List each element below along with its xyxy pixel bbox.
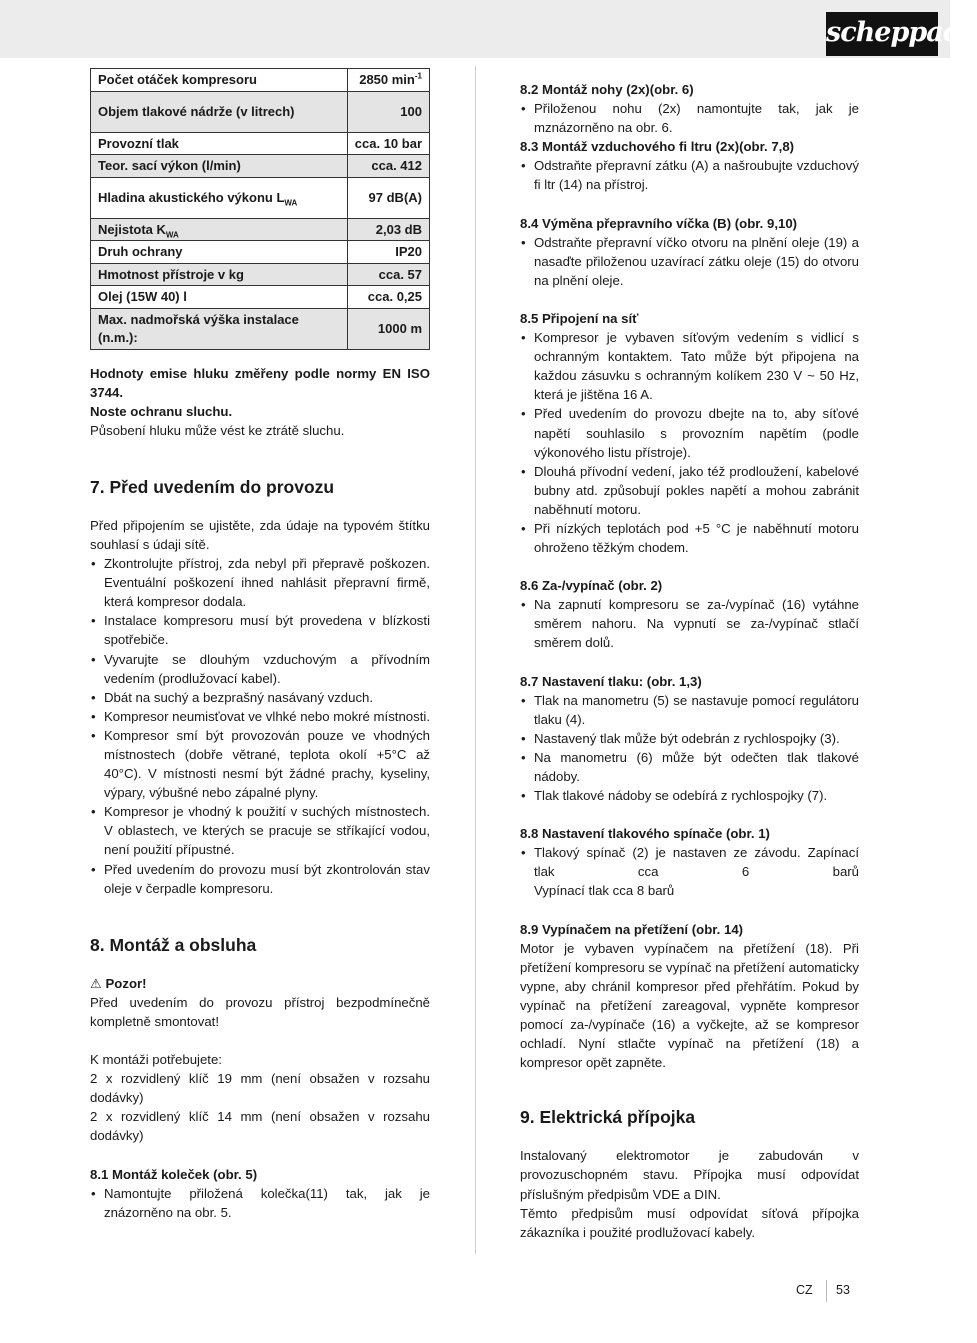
section-7-intro: Před připojením se ujistěte, zda údaje na typovém štítku souhlasí s údaji sítě. [90,517,430,552]
spec-value: IP20 [347,241,429,264]
table-row [91,91,430,132]
section-8-title: 8. Montáž a obsluha [90,934,257,955]
list-item: • Na manometru (6) může být odečten tlak tlakové nádoby. [520,748,859,786]
spec-value: 1000 m [347,308,429,349]
column-divider [475,66,476,1254]
page-number: 53 [836,1283,850,1297]
tool-item: 2 x rozvidlený klíč 19 mm (není obsažen v rozsahu dodávky) [90,1071,430,1106]
spec-value: cca. 57 [347,263,429,286]
section-7-title: 7. Před uvedením do provozu [90,476,335,497]
spec-label: Druh ochrany [91,241,348,264]
list-item: • Odstraňte přepravní zátku (A) a našroubujte vzduchový fi ltr (14) na přístroj. [520,156,859,194]
tool-item: 2 x rozvidlený klíč 14 mm (není obsažen v rozsahu dodávky) [90,1109,430,1144]
list-item: • Nastavený tlak může být odebrán z rychlospojky (3). [520,729,859,748]
table-row [91,263,430,286]
list-item: • Zkontrolujte přístroj, zda nebyl při přepravě poškozen. Eventuální poškození ihned nahlásit přepravní firmě, která kompresor dodala. [90,554,430,611]
section-8-1-title: 8.1 Montáž koleček (obr. 5) [90,1166,258,1182]
footer-language: CZ [796,1283,813,1297]
list-item: • Při nízkých teplotách pod +5 °C je naběhnutí motoru ohroženo těžkým chodem. [520,519,859,557]
spec-label: Počet otáček kompresoru [91,69,348,92]
table-row [91,132,430,155]
section-8-6-title: 8.6 Za-/vypínač (obr. 2) [520,578,663,594]
list-item: • Před uvedením do provozu musí být zkontrolován stav oleje v čerpadle kompresoru. [90,860,430,898]
tools-intro: K montáži potřebujete: [90,1052,222,1068]
cutoff-pressure: Vypínací tlak cca 8 barů [534,883,675,899]
section-9-title: 9. Elektrická přípojka [520,1107,696,1128]
section-8-9-text: Motor je vybaven vypínačem na přetížení (18). Při přetížení kompresoru se vypínač na přetížení automaticky vypne, aby chránil kompresor před přehřátím. Pokud by vypínač na přetížení zareagoval, vypněte kompresor pomocí za-/vypínače (16) a vyčkejte, až se kompresor ochladí. Nyní stlačte vypínač na přetížení (18) a kompresor opět zapněte. [520,940,859,1071]
section-8-5-title: 8.5 Připojení na síť [520,310,639,326]
list-item: • Kompresor smí být provozován pouze ve vhodných místnostech (dobře větrané, teplota okolí +5°C až 40°C). V místnosti nesmí být žádné prachy, kyseliny, výpary, výbušné nebo zápalné plyny. [90,726,430,802]
spec-value: cca. 0,25 [347,286,429,309]
list-item: • Kompresor je vhodný k použití v suchých místnostech. V oblastech, ve kterých se pracuje se stříkající vodou, není použití přípustné. [90,802,430,859]
warning-icon: ⚠ [90,975,102,991]
spec-label: Teor. sací výkon (l/min) [91,155,348,178]
section-8-2-title: 8.2 Montáž nohy (2x)(obr. 6) [520,82,694,97]
list-item: • Přiloženou nohu (2x) namontujte tak, jak je mznázorněno na obr. 6. [520,99,859,137]
section-9-text: Instalovaný elektromotor je zabudován v provozuschopném stavu. Přípojka musí odpovídat příslušným předpisům VDE a DIN. [520,1148,859,1202]
section-8-3-title: 8.3 Montáž vzduchového fi ltru (2x)(obr. 7,8) [520,139,795,155]
spec-label: Hmotnost přístroje v kg [91,263,348,286]
table-row [91,241,430,264]
spec-value: 2850 $\min^{-1}$ [347,69,429,92]
spec-label: Hladina akustického výkonu $L_{WA}$ [91,177,348,218]
section-8-4-title: 8.4 Výměna přepravního víčka (B) (obr. 9,10) [520,215,798,231]
list-item: • Kompresor neumisťovat ve vlhké nebo mokré místnosti. [90,707,430,726]
spec-label: Objem tlakové nádrže (v litrech) [91,91,348,132]
list-item: • Instalace kompresoru musí být provedena v blízkosti spotřebiče. [90,611,430,649]
table-row [91,308,430,349]
spec-table [90,68,430,350]
spec-label: Nejistota $K_{WA}$ [91,218,348,241]
right-column [520,80,859,1242]
scheppach-logo: scheppach [826,12,938,56]
section-8-9-title: 8.9 Vypínačem na přetížení (obr. 14) [520,921,744,937]
spec-value: cca. 10 bar [347,132,429,155]
left-column [90,68,430,1222]
list-item: • Na zapnutí kompresoru se za-/vypínač (16) vytáhne směrem nahoru. Na vypnutí se za-/vypínač stlačí směrem dolů. [520,595,859,652]
header-bar [0,0,977,58]
list-item: • Tlak na manometru (5) se nastavuje pomocí regulátoru tlaku (4). [520,691,859,729]
warning-text: Před uvedením do provozu přístroj bezpodmínečně kompletně smontovat! [90,994,430,1029]
list-item: • Tlak tlakové nádoby se odebírá z rychlospojky (7). [520,786,859,805]
list-item: • Před uvedením do provozu dbejte na to, aby síťové napětí souhlasilo s provozním napětím (podle výkonového listu přístroje). [520,404,859,461]
spec-label: Max. nadmořská výška instalace (n.m.): [91,308,348,349]
spec-value: cca. 412 [347,155,429,178]
list-item: • Dlouhá přívodní vedení, jako též prodloužení, kabelové bubny atd. způsobují pokles napětí a mohou zabránit naběhnutí motoru. [520,462,859,519]
list-item: • Dbát na suchý a bezprašný nasávaný vzduch. [90,688,430,707]
section-7-list [90,554,430,898]
warning-heading: ⚠ Pozor! [90,975,147,991]
table-row [91,155,430,178]
spec-label: Provozní tlak [91,132,348,155]
list-item: • Odstraňte přepravní víčko otvoru na plnění oleje (19) a nasaďte přiloženou uzavírací zátku oleje (15) do otvoru na plnění oleje. [520,233,859,290]
list-item: • Vyvarujte se dlouhým vzduchovým a přívodním vedením (prodlužovací kabel). [90,650,430,688]
section-8-8-title: 8.8 Nastavení tlakového spínače (obr. 1) [520,826,770,842]
spec-value: 100 [347,91,429,132]
list-item: • Tlakový spínač (2) je nastaven ze závodu. Zapínací tlak cca 6 barů [520,843,859,881]
noise-warning-text: Působení hluku může vést ke ztrátě sluchu. [90,422,345,438]
table-row [91,69,430,92]
section-8-7-title: 8.7 Nastavení tlaku: (obr. 1,3) [520,673,702,689]
noise-note: Hodnoty emise hluku změřeny podle normy EN ISO 3744. [90,365,430,400]
spec-label: Olej (15W 40) l [91,286,348,309]
table-row [91,286,430,309]
list-item: • Kompresor je vybaven síťovým vedením s vidlicí s ochranným kontaktem. Tato může být připojena na každou zásuvku s ochranným kolíkem 230 V ~ 50 Hz, která je jištěna 16 A. [520,328,859,404]
hearing-protection-note: Noste ochranu sluchu. [90,403,233,419]
footer-divider [826,1280,827,1302]
list-item: • Namontujte přiložená kolečka(11) tak, jak je znázorněno na obr. 5. [90,1184,430,1222]
section-9-text-2: Těmto předpisům musí odpovídat síťová přípojka zákazníka i použité prodlužovací kabely. [520,1205,859,1240]
table-row [91,177,430,218]
spec-value: 97 dB(A) [347,177,429,218]
table-row [91,218,430,241]
spec-value: 2,03 dB [347,218,429,241]
